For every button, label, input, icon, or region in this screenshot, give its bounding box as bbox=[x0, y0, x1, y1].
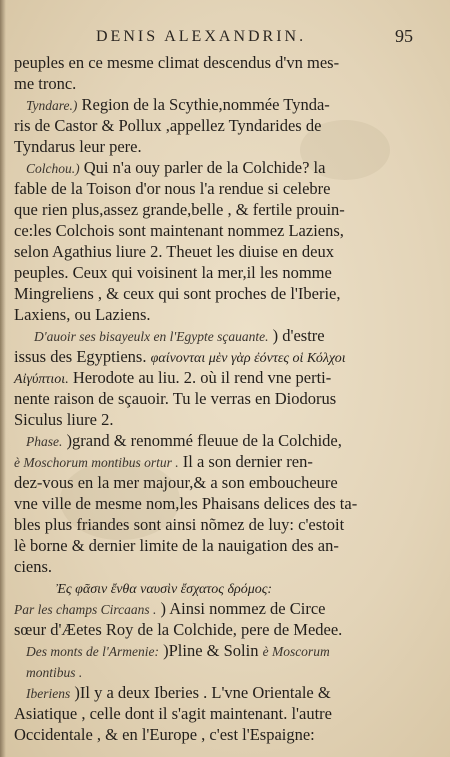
text-line bbox=[0, 262, 450, 283]
line-text: fable de la Toison d'or nous l'a rendue si celebre bbox=[14, 179, 331, 198]
text-line-content bbox=[26, 640, 330, 662]
text-line bbox=[0, 430, 450, 451]
line-text: Laxiens, ou Laziens. bbox=[14, 305, 151, 324]
greek-quote: φαίνονται μὲν γὰρ ἐόντες οἱ Κόλχοι bbox=[150, 351, 346, 366]
page-number: 95 bbox=[395, 26, 413, 46]
lemma-marker: Des monts de l'Armenie: bbox=[26, 644, 159, 659]
text-line bbox=[0, 241, 450, 262]
text-line bbox=[0, 619, 450, 640]
line-tail: è Moscorum bbox=[262, 644, 330, 659]
text-line bbox=[0, 73, 450, 94]
line-text: Siculus liure 2. bbox=[14, 410, 114, 429]
page-header bbox=[0, 28, 430, 48]
line-text: Tyndarus leur pere. bbox=[14, 137, 142, 156]
text-line bbox=[0, 304, 450, 325]
line-text: issus des Egyptiens. bbox=[14, 347, 147, 366]
line-text: Il a son dernier ren- bbox=[182, 452, 313, 471]
line-text: Region de la Scythie,nommée Tynda- bbox=[81, 95, 330, 114]
line-text: ciens. bbox=[14, 557, 53, 576]
text-line bbox=[0, 451, 450, 472]
text-line bbox=[0, 157, 450, 178]
text-line bbox=[0, 178, 450, 199]
line-text: Mingreliens , & ceux qui sont proches de l'Iberie, bbox=[14, 284, 341, 303]
text-line-content bbox=[34, 325, 325, 347]
text-line-content bbox=[14, 73, 76, 94]
text-line-content bbox=[14, 535, 339, 556]
line-text: Qui n'a ouy parler de la Colchide? la bbox=[83, 158, 326, 177]
lemma-marker: D'auoir ses bisayeulx en l'Egypte sçauante. bbox=[34, 329, 269, 344]
text-line-content bbox=[14, 52, 339, 73]
text-line-content bbox=[14, 556, 52, 577]
text-line bbox=[0, 556, 450, 577]
lemma-marker: Par les champs Circaans . bbox=[14, 602, 157, 617]
lemma-marker: Iberiens bbox=[26, 686, 71, 701]
text-line-content bbox=[14, 115, 321, 136]
text-line-content bbox=[14, 451, 313, 473]
text-line-content bbox=[14, 220, 344, 241]
lemma-marker: è Moschorum montibus ortur . bbox=[14, 455, 179, 470]
text-line bbox=[0, 640, 450, 661]
text-line-content bbox=[14, 178, 331, 199]
text-line-content bbox=[26, 682, 331, 704]
text-line-content bbox=[14, 514, 344, 535]
text-line bbox=[0, 94, 450, 115]
text-line-content bbox=[14, 724, 315, 745]
body-text bbox=[0, 52, 450, 745]
text-line bbox=[0, 493, 450, 514]
line-text: selon Agathius liure 2. Theuet les diuise en deux bbox=[14, 242, 335, 261]
text-line bbox=[0, 598, 450, 619]
lemma-marker: Colchou.) bbox=[26, 161, 80, 176]
line-text: nente raison de sçauoir. Tu le verras en Diodorus bbox=[14, 389, 337, 408]
text-line bbox=[0, 682, 450, 703]
text-line-content bbox=[14, 472, 338, 493]
greek-word: Αἰγύπτιοι. bbox=[14, 372, 69, 387]
text-line-content bbox=[14, 493, 357, 514]
text-line bbox=[0, 409, 450, 430]
text-line bbox=[0, 535, 450, 556]
line-text: sœur d'Æetes Roy de la Colchide, pere de Medee. bbox=[14, 620, 343, 639]
text-line bbox=[0, 52, 450, 73]
line-text: bles plus friandes sont ainsi nõmez de luy: c'estoit bbox=[14, 515, 345, 534]
text-line bbox=[0, 703, 450, 724]
running-title: DENIS ALEXANDRIN. bbox=[96, 28, 307, 45]
greek-quote: Ἐς φᾶσιν ἔνθα ναυσὶν ἔσχατος δρόμος: bbox=[56, 582, 273, 597]
text-line-content bbox=[14, 283, 340, 304]
line-text: que rien plus,assez grande,belle , & fertile prouin- bbox=[14, 200, 345, 219]
line-text: lè borne & dernier limite de la nauigation des an- bbox=[14, 536, 339, 555]
text-line-content bbox=[26, 157, 325, 179]
text-line bbox=[0, 367, 450, 388]
text-line bbox=[0, 472, 450, 493]
text-line-content bbox=[14, 241, 334, 262]
text-line bbox=[0, 325, 450, 346]
line-text: vne ville de mesme nom,les Phaisans delices des ta- bbox=[14, 494, 358, 513]
text-line-content bbox=[14, 136, 142, 157]
line-text: ris de Castor & Pollux ,appellez Tyndarides de bbox=[14, 116, 322, 135]
text-line-content bbox=[26, 661, 82, 683]
line-text: )Pline & Solin bbox=[163, 641, 259, 660]
lemma-marker: montibus . bbox=[26, 665, 83, 680]
text-line bbox=[0, 199, 450, 220]
text-line-content bbox=[14, 262, 332, 283]
lemma-marker: Tyndare.) bbox=[26, 98, 78, 113]
text-line-content bbox=[26, 430, 342, 452]
line-text: peuples en ce mesme climat descendus d'vn mes- bbox=[14, 53, 340, 72]
text-line-content bbox=[14, 199, 345, 220]
text-line-content bbox=[14, 598, 325, 620]
line-text: Herodote au liu. 2. où il rend vne perti- bbox=[72, 368, 332, 387]
text-line-content bbox=[14, 703, 332, 724]
text-line bbox=[0, 283, 450, 304]
text-line-content bbox=[14, 304, 151, 325]
text-line-content bbox=[14, 388, 336, 409]
line-text: ) Ainsi nommez de Circe bbox=[160, 599, 326, 618]
line-text: me tronc. bbox=[14, 74, 77, 93]
line-text: Asiatique , celle dont il s'agit maintenant. l'autre bbox=[14, 704, 332, 723]
text-line bbox=[0, 220, 450, 241]
line-text: Occidentale , & en l'Europe , c'est l'Espaigne: bbox=[14, 725, 315, 744]
text-line-content bbox=[14, 346, 346, 369]
text-line bbox=[0, 514, 450, 535]
text-line bbox=[0, 115, 450, 136]
text-line bbox=[0, 346, 450, 367]
text-line bbox=[0, 577, 450, 598]
line-text: ce:les Colchois sont maintenant nommez Laziens, bbox=[14, 221, 344, 240]
line-text: )grand & renommé fleuue de la Colchide, bbox=[66, 431, 342, 450]
text-line bbox=[0, 136, 450, 157]
line-text: ) d'estre bbox=[272, 326, 325, 345]
line-text: peuples. Ceux qui voisinent la mer,il les nomme bbox=[14, 263, 332, 282]
line-text: dez-vous en la mer majour,& a son emboucheure bbox=[14, 473, 338, 492]
text-line-content bbox=[14, 619, 342, 640]
text-line-content bbox=[14, 409, 113, 430]
text-line-content bbox=[26, 94, 330, 116]
lemma-marker: Phase. bbox=[26, 434, 63, 449]
text-line bbox=[0, 388, 450, 409]
text-line-content bbox=[14, 367, 331, 390]
line-text: )Il y a deux Iberies . L'vne Orientale & bbox=[74, 683, 331, 702]
text-line-content bbox=[56, 577, 272, 600]
text-line bbox=[0, 724, 450, 745]
text-line bbox=[0, 661, 450, 682]
